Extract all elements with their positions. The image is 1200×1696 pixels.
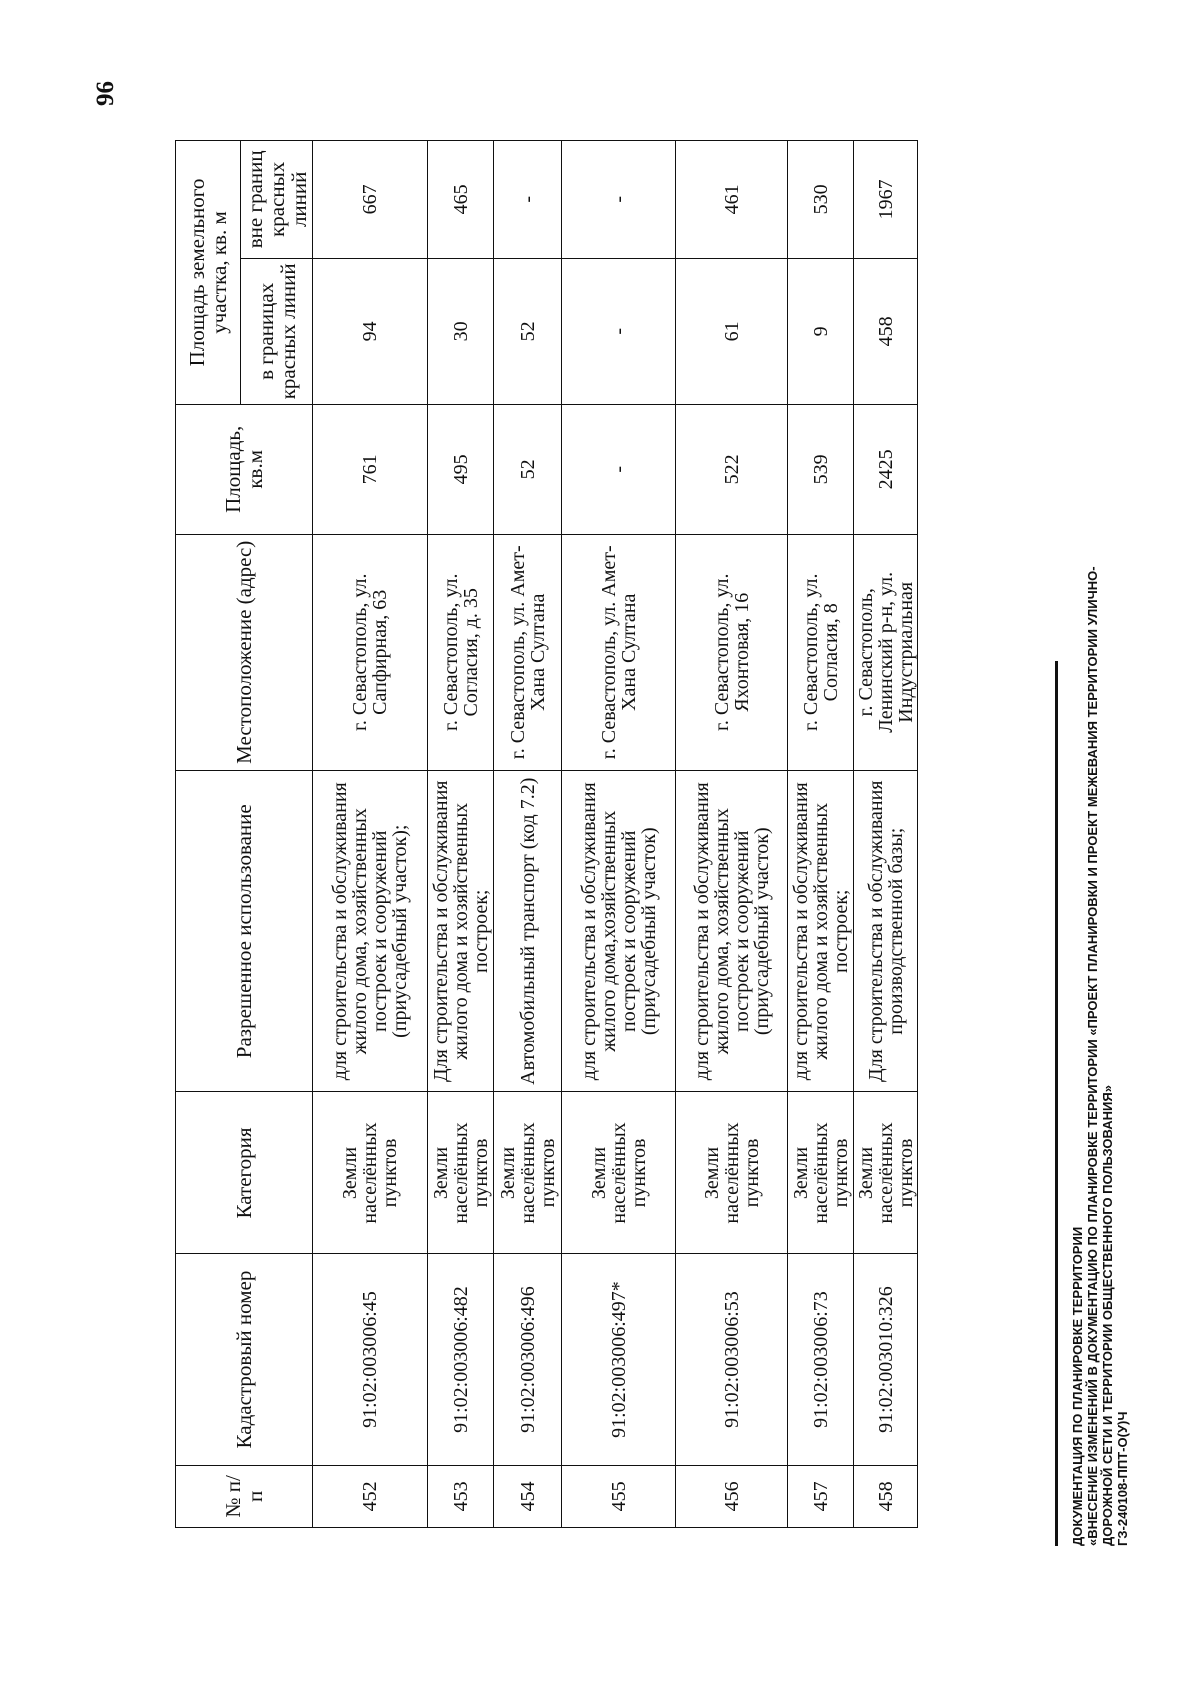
cell-outside: 465 — [428, 141, 494, 259]
cell-cadastral: 91:02:003006:45 — [313, 1254, 428, 1465]
cell-outside: 667 — [313, 141, 428, 259]
cell-cadastral: 91:02:003010:326 — [854, 1254, 918, 1465]
cell-area: 522 — [676, 405, 788, 535]
cell-category: Земли населённых пунктов — [313, 1092, 428, 1254]
table-row — [788, 141, 854, 1528]
cell-location: г. Севастополь, ул. Амет-Хана Султана — [562, 534, 676, 770]
table-row — [428, 141, 494, 1528]
cell-usage: для строительства и обслуживания жилого дома, хозяйственных построек и сооружений (приусадебный участок); — [313, 770, 428, 1092]
cell-category: Земли населённых пунктов — [854, 1092, 918, 1254]
cell-outside: - — [562, 141, 676, 259]
header-rule — [1055, 661, 1058, 1546]
table-row — [676, 141, 788, 1528]
cell-category: Земли населённых пунктов — [562, 1092, 676, 1254]
cell-outside: 1967 — [854, 141, 918, 259]
cell-usage: для строительства и обслуживания жилого дома и хозяйственных построек; — [788, 770, 854, 1092]
cell-category: Земли населённых пунктов — [428, 1092, 494, 1254]
cell-inside: 458 — [854, 258, 918, 404]
cell-location: г. Севастополь, ул. Яхонтовая, 16 — [676, 534, 788, 770]
page-number: 96 — [92, 81, 119, 106]
header-line: ДОКУМЕНТАЦИЯ ПО ПЛАНИРОВКЕ ТЕРРИТОРИИ — [1070, 1226, 1085, 1546]
cell-num: 455 — [562, 1465, 676, 1527]
cell-num: 454 — [494, 1465, 562, 1527]
cell-area: 495 — [428, 405, 494, 535]
cell-area: 52 — [494, 405, 562, 535]
cell-usage: для строительства и обслуживания жилого дома, хозяйственных построек и сооружений (приусадебный участок) — [676, 770, 788, 1092]
header-outside: вне границ красных линий — [241, 141, 313, 259]
header-area-group: Площадь земельного участка, кв. м — [176, 141, 241, 405]
cell-category: Земли населённых пунктов — [676, 1092, 788, 1254]
cell-usage: Для строительства и обслуживания производственной базы; — [854, 770, 918, 1092]
cell-num: 452 — [313, 1465, 428, 1527]
table-row — [494, 141, 562, 1528]
land-plots-table — [175, 140, 918, 1528]
cell-cadastral: 91:02:003006:482 — [428, 1254, 494, 1465]
cell-outside: 530 — [788, 141, 854, 259]
cell-cadastral: 91:02:003006:496 — [494, 1254, 562, 1465]
cell-num: 457 — [788, 1465, 854, 1527]
table-row — [313, 141, 428, 1528]
header-cadastral: Кадастровый номер — [176, 1254, 313, 1465]
table-row — [562, 141, 676, 1528]
cell-num: 456 — [676, 1465, 788, 1527]
cell-outside: - — [494, 141, 562, 259]
cell-inside: 30 — [428, 258, 494, 404]
cell-cadastral: 91:02:003006:497* — [562, 1254, 676, 1465]
cell-category: Земли населённых пунктов — [494, 1092, 562, 1254]
cell-area: 761 — [313, 405, 428, 535]
header-location: Местоположение (адрес) — [176, 534, 313, 770]
cell-category: Земли населённых пунктов — [788, 1092, 854, 1254]
document-header — [1070, 566, 1130, 1546]
cell-usage: Автомобильный транспорт (код 7.2) — [494, 770, 562, 1092]
cell-location: г. Севастополь, ул. Согласия, 8 — [788, 534, 854, 770]
header-line: «ВНЕСЕНИЕ ИЗМЕНЕНИЙ В ДОКУМЕНТАЦИЮ ПО ПЛАНИРОВКЕ ТЕРРИТОРИИ «ПРОЕКТ ПЛАНИРОВКИ И ПРОЕКТ МЕЖЕВАНИЯ ТЕРРИТОРИИ УЛИЧНО- — [1085, 566, 1100, 1546]
cell-inside: 61 — [676, 258, 788, 404]
cell-usage: для строительства и обслуживания жилого дома,хозяйственных построек и сооружений (приусадебный участок) — [562, 770, 676, 1092]
cell-inside: 52 — [494, 258, 562, 404]
header-area: Площадь, кв.м — [176, 405, 313, 535]
cell-location: г. Севастополь, ул. Сапфирная, 63 — [313, 534, 428, 770]
cell-location: г. Севастополь, Ленинский р-н, ул. Индустриальная — [854, 534, 918, 770]
header-category: Категория — [176, 1092, 313, 1254]
cell-location: г. Севастополь, ул. Согласия, д. 35 — [428, 534, 494, 770]
table-row — [854, 141, 918, 1528]
header-line: ГЗ-240108-ППТ-О(У)Ч — [1115, 1411, 1130, 1546]
cell-location: г. Севастополь, ул. Амет-Хана Султана — [494, 534, 562, 770]
cell-area: - — [562, 405, 676, 535]
header-line: ДОРОЖНОЙ СЕТИ И ТЕРРИТОРИИ ОБЩЕСТВЕННОГО ПОЛЬЗОВАНИЯ» — [1100, 1085, 1115, 1546]
cell-cadastral: 91:02:003006:73 — [788, 1254, 854, 1465]
cell-usage: Для строительства и обслуживания жилого дома и хозяйственных построек; — [428, 770, 494, 1092]
cell-num: 453 — [428, 1465, 494, 1527]
cell-area: 539 — [788, 405, 854, 535]
cell-inside: 94 — [313, 258, 428, 404]
header-inside: в границах красных линий — [241, 258, 313, 404]
header-usage: Разрешенное использование — [176, 770, 313, 1092]
header-num: № п/п — [176, 1465, 313, 1527]
cell-inside: 9 — [788, 258, 854, 404]
cell-num: 458 — [854, 1465, 918, 1527]
cell-area: 2425 — [854, 405, 918, 535]
cell-inside: - — [562, 258, 676, 404]
cell-outside: 461 — [676, 141, 788, 259]
cell-cadastral: 91:02:003006:53 — [676, 1254, 788, 1465]
